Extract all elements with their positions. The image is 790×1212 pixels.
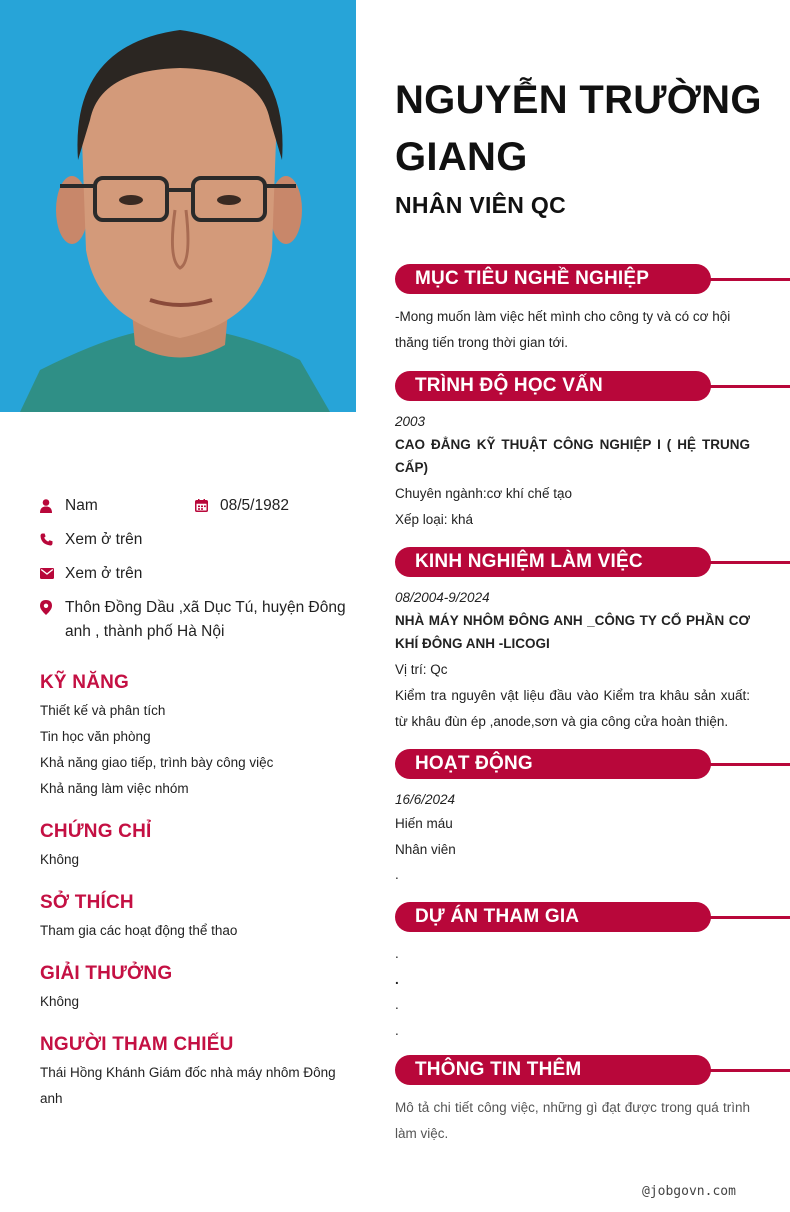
person-icon <box>40 494 65 517</box>
education-heading: TRÌNH ĐỘ HỌC VẤN <box>415 375 603 396</box>
education-school: CAO ĐẲNG KỸ THUẬT CÔNG NGHIỆP I ( HỆ TRUNG CẤP) <box>395 437 750 475</box>
watermark: @jobgovn.com <box>642 1184 736 1199</box>
experience-body <box>395 587 750 735</box>
objective-header <box>395 264 790 294</box>
references-text: Thái Hồng Khánh Giám đốc nhà máy nhôm Đông anh <box>40 1065 336 1106</box>
phone-icon <box>40 528 65 551</box>
project-line: . <box>395 971 399 987</box>
certificates-section <box>40 821 350 873</box>
objective-body <box>395 304 750 356</box>
objective-text: -Mong muốn làm việc hết mình cho công ty và có cơ hội thăng tiến trong thời gian tới. <box>395 309 731 350</box>
activity-date: 16/6/2024 <box>395 792 456 807</box>
address-value: Thôn Đồng Dầu ,xã Dục Tú, huyện Đông anh , thành phố Hà Nội <box>65 599 346 640</box>
additional-body <box>395 1095 750 1147</box>
experience-period: 08/2004-9/2024 <box>395 590 490 605</box>
skills-section <box>40 672 350 802</box>
contact-row-personal <box>40 494 350 517</box>
project-line: . <box>395 997 399 1012</box>
awards-heading: GIẢI THƯỞNG <box>40 963 173 984</box>
activity-note: . <box>395 867 399 882</box>
references-heading: NGƯỜI THAM CHIẾU <box>40 1034 234 1055</box>
certificates-heading: CHỨNG CHỈ <box>40 821 152 842</box>
projects-heading: DỰ ÁN THAM GIA <box>415 906 580 927</box>
contact-row-phone <box>40 528 350 551</box>
experience-heading: KINH NGHIỆM LÀM VIỆC <box>415 551 643 572</box>
contact-info <box>40 494 350 655</box>
contact-row-address <box>40 596 350 644</box>
experience-header <box>395 547 790 577</box>
skill-item: Tin học văn phòng <box>40 729 151 744</box>
dob-field <box>195 494 350 517</box>
activity-role: Nhân viên <box>395 841 456 857</box>
header-line <box>705 561 790 564</box>
gender-value: Nam <box>65 497 98 514</box>
education-grade: Xếp loại: khá <box>395 511 474 527</box>
experience-company: NHÀ MÁY NHÔM ĐÔNG ANH _CÔNG TY CỔ PHẦN CƠ KHÍ ĐÔNG ANH -LICOGI <box>395 613 750 651</box>
candidate-name: NGUYỄN TRƯỜNG GIANG <box>395 78 762 179</box>
email-value: Xem ở trên <box>65 565 143 582</box>
mail-icon <box>40 562 65 585</box>
additional-header <box>395 1055 790 1085</box>
objective-heading: MỤC TIÊU NGHỀ NGHIỆP <box>415 268 650 289</box>
projects-body <box>395 941 750 1043</box>
activities-header <box>395 749 790 779</box>
skill-item: Khả năng làm việc nhóm <box>40 781 189 796</box>
activity-name: Hiến máu <box>395 816 453 831</box>
phone-value: Xem ở trên <box>65 531 143 548</box>
projects-header <box>395 902 790 932</box>
hobbies-heading: SỞ THÍCH <box>40 892 134 913</box>
skill-item: Khả năng giao tiếp, trình bày công việc <box>40 755 274 770</box>
skill-item: Thiết kế và phân tích <box>40 703 166 718</box>
header-line <box>705 916 790 919</box>
header-line <box>705 278 790 281</box>
activities-body <box>395 789 750 888</box>
education-body <box>395 411 750 532</box>
education-header <box>395 371 790 401</box>
gender-field <box>40 494 195 517</box>
hobbies-section <box>40 892 350 944</box>
hobbies-text: Tham gia các hoạt động thể thao <box>40 923 238 938</box>
awards-section <box>40 963 350 1015</box>
education-year: 2003 <box>395 414 426 429</box>
awards-text: Không <box>40 994 80 1009</box>
education-major: Chuyên ngành:cơ khí chế tạo <box>395 486 572 501</box>
left-column <box>0 0 356 1212</box>
project-line: . <box>395 946 399 961</box>
references-section <box>40 1034 350 1112</box>
skills-heading: KỸ NĂNG <box>40 672 130 693</box>
experience-description: Kiểm tra nguyên vật liệu đầu vào Kiểm tra khâu sản xuất: từ khâu đùn ép ,anode,sơn và gia công cửa hoàn thiện. <box>395 687 750 729</box>
job-title: NHÂN VIÊN QC <box>395 192 567 218</box>
portrait-image <box>0 0 356 412</box>
additional-text: Mô tả chi tiết công việc, những gì đạt được trong quá trình làm việc. <box>395 1100 750 1141</box>
project-line: . <box>395 1022 399 1038</box>
calendar-icon <box>195 494 220 517</box>
certificates-text: Không <box>40 852 80 867</box>
profile-photo <box>0 0 356 412</box>
contact-row-email <box>40 562 350 585</box>
experience-position: Vị trí: Qc <box>395 662 448 677</box>
dob-value: 08/5/1982 <box>220 497 289 514</box>
location-pin-icon <box>40 596 65 619</box>
additional-heading: THÔNG TIN THÊM <box>415 1059 582 1080</box>
header-line <box>705 385 790 388</box>
header-line <box>705 763 790 766</box>
activities-heading: HOẠT ĐỘNG <box>415 753 533 774</box>
header-line <box>705 1069 790 1072</box>
